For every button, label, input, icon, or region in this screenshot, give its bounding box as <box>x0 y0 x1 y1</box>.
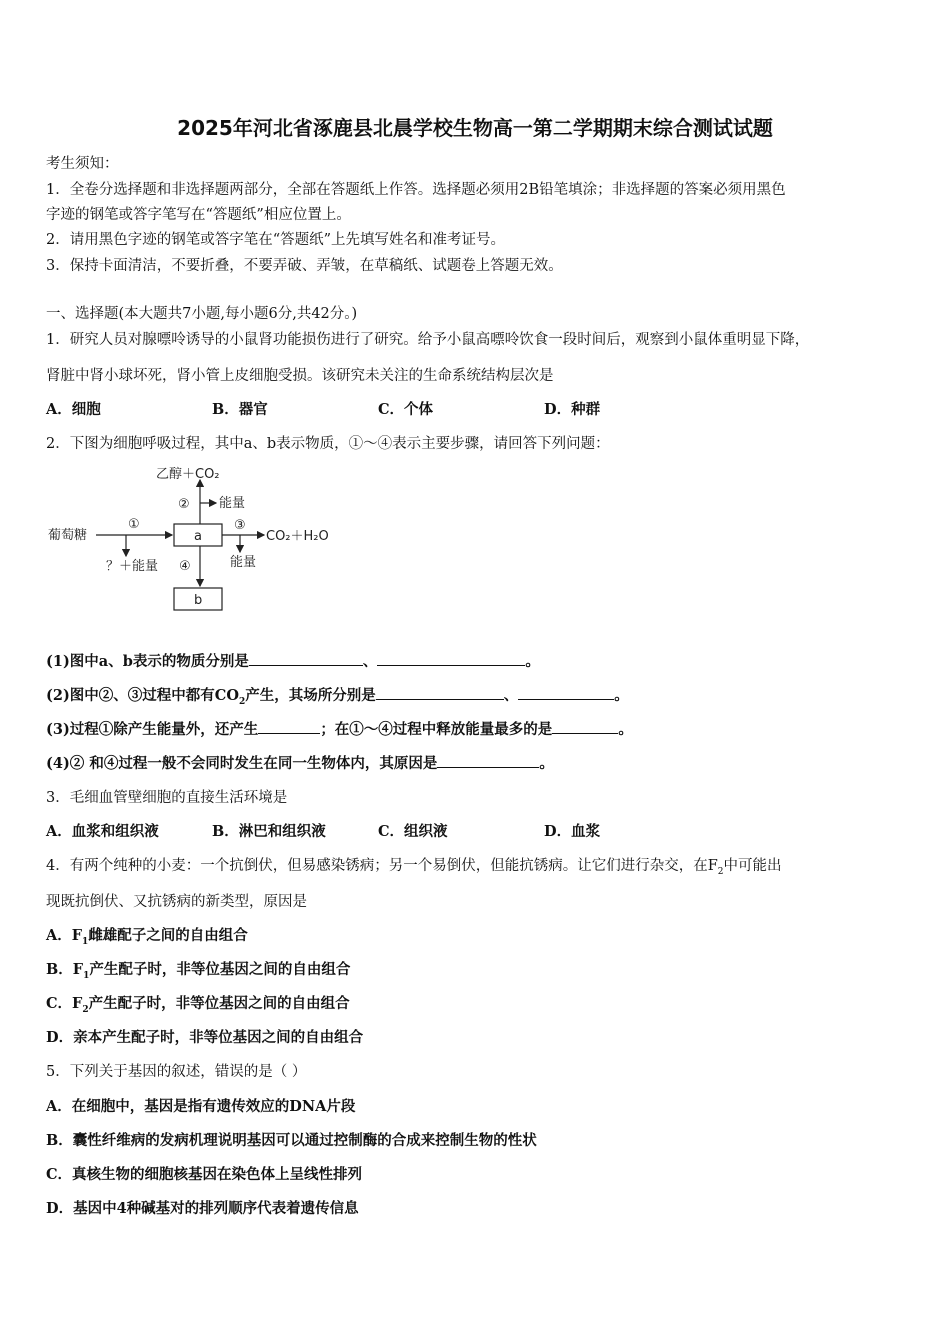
q2-blank-reason[interactable] <box>437 753 539 768</box>
q3-stem: 3．毛细血管壁细胞的直接生活环境是 <box>46 790 288 806</box>
q3-option-c[interactable]: C．组织液 <box>378 823 448 840</box>
q4-option-a[interactable]: A．$F_1$雌雄配子之间的自由组合 <box>46 927 248 947</box>
notice-item-2: 2．请用黑色字迹的钢笔或答字笔在“答题纸”上先填写姓名和准考证号。 <box>46 232 506 248</box>
q5-option-c[interactable]: C．真核生物的细胞核基因在染色体上呈线性排列 <box>46 1166 363 1183</box>
glucose-label: 葡萄糖 <box>48 528 88 543</box>
q2-blank-site-2[interactable] <box>376 685 504 700</box>
q3-option-a[interactable]: A．血浆和组织液 <box>46 823 159 840</box>
q2-blank-b[interactable] <box>377 651 525 666</box>
q1-option-a[interactable]: A．细胞 <box>46 401 101 418</box>
q2-blank-product[interactable] <box>258 719 320 734</box>
notice-item-3: 3．保持卡面清洁，不要折叠，不要弄破、弄皱，在草稿纸、试题卷上答题无效。 <box>46 258 563 274</box>
q2-blank-a[interactable] <box>249 651 363 666</box>
step3-label: ③ <box>234 518 246 533</box>
q1-option-b[interactable]: B．器官 <box>212 401 268 418</box>
unknown-energy-label: ？＋能量 <box>106 559 159 574</box>
co2-h2o-label: CO₂＋H₂O <box>266 529 329 544</box>
q3-option-d[interactable]: D．血浆 <box>544 823 601 840</box>
substance-b-label: b <box>194 593 203 608</box>
q2-sub2: (2)图中②、③过程中都有$CO_2$产生，其场所分别是 、 。 <box>46 687 629 707</box>
step4-label: ④ <box>179 559 191 574</box>
q5-option-d[interactable]: D．基因中4种碱基对的排列顺序代表着遗传信息 <box>46 1200 359 1217</box>
q4-option-c[interactable]: C．$F_2$产生配子时，非等位基因之间的自由组合 <box>46 995 350 1015</box>
q4-stem-line1: 4．有两个纯种的小麦：一个抗倒伏，但易感染锈病；另一个易倒伏，但能抗锈病。让它们进行杂交，在$F_2$中可能出 <box>46 858 782 877</box>
q1-stem-line1: 1．研究人员对腺嘌呤诱导的小鼠肾功能损伤进行了研究。给予小鼠高嘌呤饮食一段时间后，观察到小鼠体重明显下降， <box>46 332 810 348</box>
q5-option-a[interactable]: A．在细胞中，基因是指有遗传效应的DNA片段 <box>46 1098 356 1115</box>
q2-sub3: (3)过程①除产生能量外，还产生 ；在①～④过程中释放能量最多的是 。 <box>46 721 633 738</box>
notice-heading: 考生须知： <box>46 156 119 172</box>
q1-stem-line2: 肾脏中肾小球坏死，肾小管上皮细胞受损。该研究未关注的生命系统结构层次是 <box>46 368 554 384</box>
q2-sub4: (4)② 和④过程一般不会同时发生在同一生物体内，其原因是 。 <box>46 755 554 772</box>
q2-blank-max-energy[interactable] <box>552 719 618 734</box>
q5-stem: 5．下列关于基因的叙述，错误的是（ ） <box>46 1064 307 1080</box>
step2-label: ② <box>178 497 190 512</box>
q2-blank-site-3[interactable] <box>518 685 614 700</box>
step2-energy-label: 能量 <box>219 496 246 511</box>
page-title: 2025年河北省涿鹿县北晨学校生物高一第二学期期末综合测试试题 <box>177 116 773 140</box>
q2-sub1: (1)图中a、b表示的物质分别是 、 。 <box>46 653 540 670</box>
q1-options <box>46 398 600 419</box>
q4-option-b[interactable]: B．$F_1$产生配子时，非等位基因之间的自由组合 <box>46 961 351 981</box>
cell-respiration-diagram <box>44 460 344 620</box>
q3-options <box>46 820 600 841</box>
q5-option-b[interactable]: B．囊性纤维病的发病机理说明基因可以通过控制酶的合成来控制生物的性状 <box>46 1132 537 1149</box>
section-heading: 一、选择题(本大题共7小题,每小题6分,共42分。) <box>46 306 358 322</box>
q1-option-d[interactable]: D．种群 <box>544 401 601 418</box>
q4-option-d[interactable]: D．亲本产生配子时，非等位基因之间的自由组合 <box>46 1029 364 1046</box>
notice-item-1-cont: 字迹的钢笔或答字笔写在“答题纸”相应位置上。 <box>46 207 351 223</box>
q1-option-c[interactable]: C．个体 <box>378 401 434 418</box>
q2-stem: 2．下图为细胞呼吸过程，其中a、b表示物质，①～④表示主要步骤，请回答下列问题： <box>46 436 610 452</box>
q3-option-b[interactable]: B．淋巴和组织液 <box>212 823 326 840</box>
q4-stem-line2: 现既抗倒伏、又抗锈病的新类型，原因是 <box>46 894 307 910</box>
ethanol-co2-label: 乙醇＋CO₂ <box>156 467 220 482</box>
step1-label: ① <box>128 517 140 532</box>
step3-energy-label: 能量 <box>230 555 257 570</box>
substance-a-label: a <box>194 529 202 544</box>
notice-item-1: 1．全卷分选择题和非选择题两部分，全部在答题纸上作答。选择题必须用2B铅笔填涂；非选择题的答案必须用黑色 <box>46 182 786 198</box>
